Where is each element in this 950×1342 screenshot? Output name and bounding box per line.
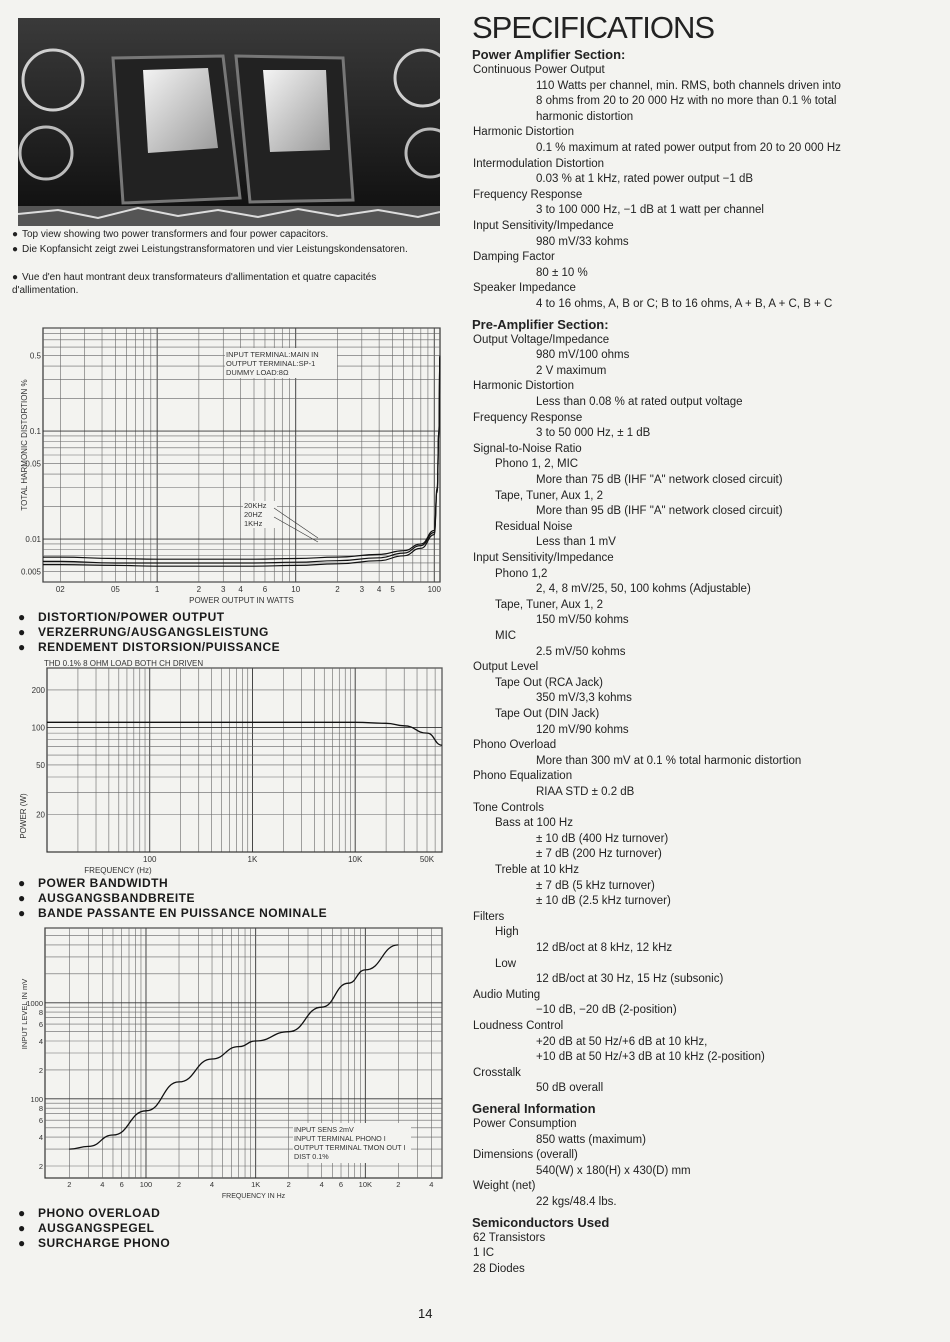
- spec-label: Phono Overload: [473, 739, 557, 752]
- spec-value: 3 to 50 000 Hz, ± 1 dB: [536, 427, 651, 440]
- specifications-title: SPECIFICATIONS: [472, 10, 715, 45]
- thd-curve: [43, 356, 440, 563]
- chart-header: THD 0.1% 8 OHM LOAD BOTH CH DRIVEN: [44, 659, 204, 668]
- title-line: ● SURCHARGE PHONO: [18, 1236, 171, 1250]
- y-tick-label: 4: [38, 1133, 43, 1143]
- spec-value: 50 dB overall: [536, 1082, 604, 1095]
- photo-caption-de: ● Die Kopfansicht zeigt zwei Leistungstransformatoren und vier Leistungskondensatoren.: [12, 244, 408, 255]
- spec-value: 22 kgs/48.4 lbs.: [536, 1196, 617, 1208]
- phono-overload-chart: [18, 926, 443, 1202]
- spec-label: Intermodulation Distortion: [473, 157, 605, 170]
- x-tick-label: 1K: [251, 1180, 261, 1189]
- bandwidth-chart-titles: [18, 876, 327, 921]
- x-tick-label: 1K: [247, 855, 258, 864]
- spec-label: Power Consumption: [473, 1118, 577, 1130]
- spec-label: Harmonic Distortion: [473, 380, 574, 393]
- annotation-text: OUTPUT TERMINAL:SP-1: [226, 359, 316, 368]
- thd-curve: [43, 356, 440, 560]
- spec-label: Low: [495, 957, 517, 970]
- spec-label: Frequency Response: [473, 188, 583, 201]
- spec-label: Tape, Tuner, Aux 1, 2: [495, 489, 604, 502]
- y-tick-label: 0.01: [25, 535, 41, 545]
- annotation-text: OUTPUT TERMINAL TMON OUT I: [294, 1143, 406, 1152]
- x-tick-label: 2: [286, 1180, 291, 1189]
- spec-label: Signal-to-Noise Ratio: [473, 442, 582, 455]
- spec-label: 62 Transistors: [473, 1231, 546, 1244]
- spec-label: Phono Equalization: [473, 770, 573, 783]
- spec-label: Tone Controls: [473, 801, 544, 814]
- x-tick-label: 5: [390, 585, 395, 594]
- spec-value: 3 to 100 000 Hz, −1 dB at 1 watt per channel: [536, 204, 764, 217]
- x-tick-label: 100: [143, 855, 157, 864]
- y-tick-label: 100: [31, 723, 45, 733]
- title-line: ● AUSGANGSBANDBREITE: [18, 891, 196, 905]
- spec-value: 980 mV/100 ohms: [536, 349, 630, 362]
- x-tick-label: 4: [319, 1180, 324, 1189]
- spec-label: Harmonic Distortion: [473, 126, 574, 139]
- title-line: ● AUSGANGSPEGEL: [18, 1221, 155, 1235]
- distortion-power-output-chart: [18, 326, 443, 610]
- spec-label: Loudness Control: [473, 1020, 564, 1032]
- spec-label: Tape Out (DIN Jack): [495, 708, 600, 720]
- x-tick-label: 2: [396, 1180, 401, 1189]
- spec-label: Tape, Tuner, Aux 1, 2: [495, 598, 604, 611]
- x-axis-label: FREQUENCY (Hz): [84, 866, 152, 875]
- x-tick-label: 10K: [348, 855, 363, 864]
- spec-value: harmonic distortion: [536, 110, 634, 123]
- spec-label: Treble at 10 kHz: [495, 864, 579, 876]
- spec-label: Dimensions (overall): [473, 1149, 578, 1162]
- title-line: ● DISTORTION/POWER OUTPUT: [18, 610, 225, 624]
- spec-value: Less than 1 mV: [536, 536, 616, 549]
- spec-label: Damping Factor: [473, 251, 555, 264]
- distortion-chart-titles: [18, 610, 280, 655]
- x-axis-label: POWER OUTPUT IN WATTS: [189, 596, 294, 605]
- spec-value: −10 dB, −20 dB (2-position): [536, 1004, 677, 1017]
- x-tick-label: 6: [262, 585, 268, 594]
- x-tick-label: 4: [209, 1180, 215, 1189]
- spec-label: Phono 1, 2, MIC: [495, 458, 579, 471]
- spec-label: Audio Muting: [473, 988, 541, 1001]
- spec-value: ± 10 dB (2.5 kHz turnover): [536, 895, 671, 908]
- page-number: 14: [418, 1306, 433, 1321]
- annotation-text: INPUT SENS 2mV: [294, 1125, 354, 1134]
- spec-value: 12 dB/oct at 30 Hz, 15 Hz (subsonic): [536, 973, 724, 986]
- x-tick-label: 100: [427, 585, 441, 594]
- spec-value: 0.03 % at 1 kHz, rated power output −1 dB: [536, 173, 754, 186]
- spec-value: +20 dB at 50 Hz/+6 dB at 10 kHz,: [536, 1035, 708, 1048]
- x-tick-label: 2: [335, 585, 340, 594]
- x-tick-label: 1: [154, 585, 160, 594]
- spec-label: Crosstalk: [473, 1066, 521, 1079]
- x-tick-label: 10K: [358, 1180, 373, 1189]
- y-tick-label: 4: [38, 1036, 43, 1046]
- spec-label: Weight (net): [473, 1180, 536, 1193]
- title-line: ● POWER BANDWIDTH: [18, 876, 169, 890]
- x-tick-label: 4: [100, 1180, 105, 1189]
- x-tick-label: 2: [67, 1180, 72, 1189]
- spec-label: High: [495, 926, 519, 939]
- spec-value: 2.5 mV/50 kohms: [536, 645, 626, 658]
- spec-value: +10 dB at 50 Hz/+3 dB at 10 kHz (2-position): [536, 1051, 765, 1064]
- y-tick-label: 50: [36, 760, 45, 770]
- spec-value: 980 mV/33 kohms: [536, 235, 629, 248]
- title-line: ● PHONO OVERLOAD: [18, 1206, 161, 1220]
- x-tick-label: 02: [55, 585, 65, 594]
- spec-value: 2 V maximum: [536, 364, 607, 377]
- photo-caption-fr: ● Vue d'en haut montrant deux transformateurs d'allimentation et quatre capacités d'allimentation.: [12, 272, 377, 296]
- spec-value: More than 300 mV at 0.1 % total harmonic distortion: [536, 754, 802, 767]
- spec-label: 1 IC: [473, 1247, 495, 1260]
- spec-value: 350 mV/3,3 kohms: [536, 692, 632, 705]
- annotation-text: INPUT TERMINAL PHONO I: [294, 1134, 386, 1143]
- x-tick-label: 4: [429, 1180, 434, 1189]
- spec-value: 80 ± 10 %: [536, 266, 588, 279]
- spec-label: Frequency Response: [473, 411, 583, 424]
- annotation-text: DUMMY LOAD:8Ω: [226, 368, 289, 377]
- y-tick-label: 1000: [26, 998, 43, 1008]
- title-line: ● RENDEMENT DISTORSION/PUISSANCE: [18, 640, 281, 654]
- photo-caption-en: ● Top view showing two power transformers and four power capacitors.: [12, 229, 329, 240]
- x-tick-label: 6: [338, 1180, 344, 1189]
- spec-section-heading: Pre-Amplifier Section:: [472, 316, 609, 332]
- y-axis-label: INPUT LEVEL IN mV: [20, 978, 29, 1050]
- spec-label: Input Sensitivity/Impedance: [473, 552, 614, 564]
- x-tick-label: 6: [119, 1180, 124, 1189]
- spec-value: ± 10 dB (400 Hz turnover): [536, 832, 669, 845]
- spec-label: Phono 1,2: [495, 567, 548, 580]
- x-axis-label: FREQUENCY IN Hz: [221, 1193, 286, 1200]
- y-tick-label: 2: [38, 1161, 43, 1171]
- y-tick-label: 0.05: [25, 459, 41, 469]
- y-tick-label: 200: [31, 685, 45, 695]
- x-tick-label: 3: [359, 585, 365, 594]
- spec-value: Less than 0.08 % at rated output voltage: [536, 396, 743, 408]
- spec-label: Output Level: [473, 661, 539, 674]
- spec-value: 110 Watts per channel, min. RMS, both channels driven into: [536, 79, 841, 92]
- x-tick-label: 100: [139, 1180, 153, 1189]
- spec-value: 120 mV/90 kohms: [536, 723, 629, 736]
- spec-label: Continuous Power Output: [473, 64, 605, 76]
- x-tick-label: 2: [176, 1180, 182, 1189]
- spec-value: 2, 4, 8 mV/25, 50, 100 kohms (Adjustable): [536, 583, 751, 596]
- spec-label: Output Voltage/Impedance: [473, 333, 610, 346]
- spec-value: RIAA STD ± 0.2 dB: [536, 786, 635, 798]
- spec-label: Bass at 100 Hz: [495, 817, 573, 830]
- y-tick-label: 0.1: [29, 427, 41, 437]
- y-axis-label: POWER (W): [19, 793, 28, 839]
- spec-value: ± 7 dB (200 Hz turnover): [536, 848, 662, 861]
- spec-label: MIC: [495, 630, 517, 642]
- y-tick-label: 2: [38, 1065, 43, 1075]
- x-tick-label: 50K: [419, 855, 435, 864]
- spec-value: More than 75 dB (IHF "A" network closed circuit): [536, 474, 783, 486]
- spec-value: 4 to 16 ohms, A, B or C; B to 16 ohms, A + B, A + C, B + C: [536, 298, 833, 310]
- spec-label: Residual Noise: [495, 520, 573, 533]
- spec-value: 150 mV/50 kohms: [536, 614, 629, 627]
- thd-curve: [43, 356, 440, 567]
- spec-label: 28 Diodes: [473, 1262, 525, 1275]
- spec-value: More than 95 dB (IHF "A" network closed circuit): [536, 505, 783, 518]
- amplifier-top-view-photo: [18, 18, 440, 226]
- y-tick-label: 0.5: [29, 351, 41, 361]
- annotation-text: INPUT TERMINAL:MAIN IN: [226, 350, 319, 359]
- y-tick-label: 20: [36, 810, 45, 820]
- spec-value: 8 ohms from 20 to 20 000 Hz with no more than 0.1 % total: [536, 95, 837, 108]
- series-label: 20KHz: [244, 501, 267, 510]
- spec-label: Tape Out (RCA Jack): [495, 676, 604, 689]
- spec-section-heading: General Information: [472, 1101, 596, 1116]
- spec-label: Input Sensitivity/Impedance: [473, 220, 614, 232]
- y-tick-label: 8: [38, 1104, 43, 1114]
- spec-value: ± 7 dB (5 kHz turnover): [536, 879, 655, 892]
- y-tick-label: 0.005: [20, 567, 41, 577]
- power-bandwidth-chart: [18, 656, 443, 878]
- spec-label: Filters: [473, 910, 505, 923]
- x-tick-label: 4: [238, 585, 243, 594]
- x-tick-label: 10: [291, 585, 301, 594]
- x-tick-label: 2: [196, 585, 202, 594]
- x-tick-label: 05: [110, 585, 120, 594]
- plot-frame: [47, 668, 442, 852]
- spec-section-heading: Power Amplifier Section:: [472, 47, 626, 62]
- overload-curve: [69, 945, 398, 1149]
- title-line: ● VERZERRUNG/AUSGANGSLEISTUNG: [18, 625, 269, 639]
- spec-value: 850 watts (maximum): [536, 1133, 646, 1146]
- phono-chart-titles: [18, 1206, 170, 1251]
- y-tick-label: 100: [30, 1094, 43, 1104]
- x-tick-label: 3: [221, 585, 226, 594]
- title-line: ● BANDE PASSANTE EN PUISSANCE NOMINALE: [18, 906, 328, 920]
- spec-label: Speaker Impedance: [473, 282, 576, 295]
- series-label: 1KHz: [244, 519, 263, 528]
- series-label: 20HZ: [244, 510, 263, 519]
- y-tick-label: 6: [38, 1116, 43, 1126]
- spec-value: 540(W) x 180(H) x 430(D) mm: [536, 1164, 691, 1177]
- spec-value: 12 dB/oct at 8 kHz, 12 kHz: [536, 942, 673, 954]
- x-tick-label: 4: [376, 585, 382, 594]
- y-axis-label: TOTAL HARMONIC DISTORTION %: [20, 379, 29, 511]
- spec-value: 0.1 % maximum at rated power output from 20 to 20 000 Hz: [536, 142, 841, 154]
- y-tick-label: 8: [38, 1008, 43, 1018]
- power-curve: [47, 722, 442, 745]
- spec-section-heading: Semiconductors Used: [472, 1214, 610, 1230]
- annotation-text: DIST 0.1%: [294, 1152, 329, 1161]
- y-tick-label: 6: [38, 1020, 43, 1030]
